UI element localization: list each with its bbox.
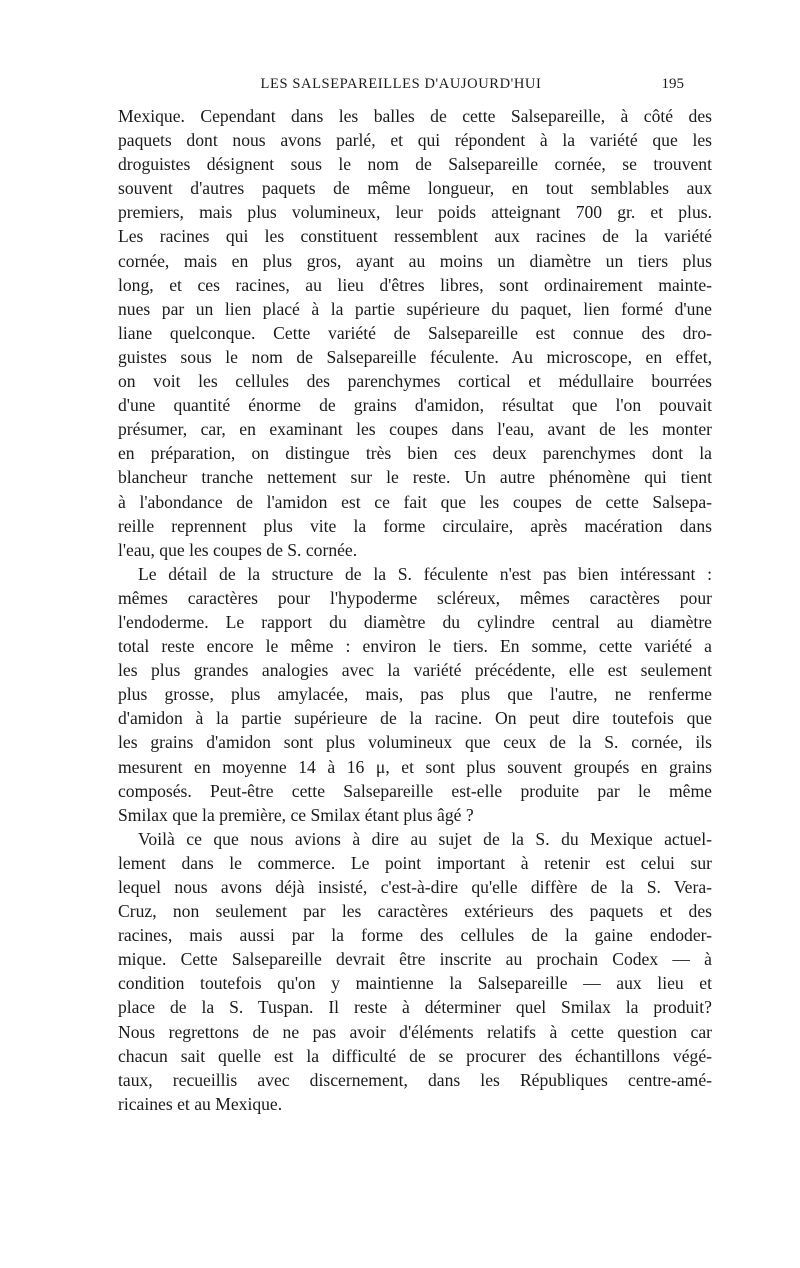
text-line: présumer, car, en examinant les coupes dans l'eau, avant de les monter	[118, 419, 712, 440]
text-line: plus grosse, plus amylacée, mais, pas plus que l'autre, ne renferme	[118, 684, 712, 705]
text-line: long, et ces racines, au lieu d'êtres libres, sont ordinairement mainte-	[118, 274, 712, 295]
text-line: mesurent en moyenne 14 à 16 μ, et sont plus souvent groupés en grains	[118, 756, 712, 777]
text-line: Cruz, non seulement par les caractères extérieurs des paquets et des	[118, 901, 712, 922]
text-line: reille reprennent plus vite la forme circulaire, après macération dans	[118, 515, 712, 536]
text-line: Nous regrettons de ne pas avoir d'éléments relatifs à cette question car	[118, 1021, 712, 1042]
text-line: Le détail de la structure de la S. féculente n'est pas bien intéressant :	[138, 563, 712, 584]
text-line: les grains d'amidon sont plus volumineux que ceux de la S. cornée, ils	[118, 732, 712, 753]
text-line: on voit les cellules des parenchymes cortical et médullaire bourrées	[118, 371, 712, 392]
text-line: Les racines qui les constituent ressemblent aux racines de la variété	[118, 226, 712, 247]
page-number: 195	[661, 76, 684, 92]
text-line: Mexique. Cependant dans les balles de cette Salsepareille, à côté des	[118, 106, 712, 126]
text-line: souvent d'autres paquets de même longueur, en tout semblables aux	[118, 178, 712, 199]
text-line: composés. Peut-être cette Salsepareille est-elle produite par le même	[118, 780, 712, 801]
text-line: total reste encore le même : environ le tiers. En somme, cette variété a	[118, 636, 712, 657]
text-line: Smilax que la première, ce Smilax étant plus âgé ?	[118, 804, 474, 825]
text-line: droguistes désignent sous le nom de Salsepareille cornée, se trouvent	[118, 154, 712, 175]
text-line: mique. Cette Salsepareille devrait être inscrite au prochain Codex — à	[118, 949, 712, 970]
running-title: LES SALSEPAREILLES D'AUJOURD'HUI	[260, 76, 542, 92]
text-line: cornée, mais en plus gros, ayant au moins un diamètre un tiers plus	[118, 250, 712, 271]
text-line: mêmes caractères pour l'hypoderme scléreux, mêmes caractères pour	[118, 587, 712, 608]
text-line: en préparation, on distingue très bien ces deux parenchymes dont la	[118, 443, 712, 464]
text-line: liane quelconque. Cette variété de Salsepareille est connue des dro-	[118, 322, 712, 343]
body-text	[118, 104, 712, 1116]
text-line: d'une quantité énorme de grains d'amidon, résultat que l'on pouvait	[118, 395, 712, 416]
text-line: premiers, mais plus volumineux, leur poids atteignant 700 gr. et plus.	[118, 202, 712, 223]
text-line: paquets dont nous avons parlé, et qui répondent à la variété que les	[118, 130, 712, 151]
text-line: lement dans le commerce. Le point important à retenir est celui sur	[118, 852, 712, 873]
text-line: chacun sait quelle est la difficulté de se procurer des échantillons végé-	[118, 1045, 712, 1066]
text-line: l'eau, que les coupes de S. cornée.	[118, 539, 358, 560]
page-header	[118, 74, 684, 98]
text-line: l'endoderme. Le rapport du diamètre du cylindre central au diamètre	[118, 611, 712, 632]
text-line: d'amidon à la partie supérieure de la racine. On peut dire toutefois que	[118, 708, 712, 729]
text-line: taux, recueillis avec discernement, dans les Républiques centre-amé-	[118, 1069, 712, 1090]
text-line: condition toutefois qu'on y maintienne la Salsepareille — aux lieu et	[118, 973, 712, 994]
text-line: place de la S. Tuspan. Il reste à déterminer quel Smilax la produit?	[118, 997, 712, 1018]
text-line: les plus grandes analogies avec la variété précédente, elle est seulement	[118, 660, 712, 681]
text-line: Voilà ce que nous avions à dire au sujet de la S. du Mexique actuel-	[138, 828, 712, 849]
text-line: à l'abondance de l'amidon est ce fait que les coupes de cette Salsepa-	[118, 491, 712, 512]
text-line: nues par un lien placé à la partie supérieure du paquet, lien formé d'une	[118, 298, 712, 319]
text-line: blancheur tranche nettement sur le reste. Un autre phénomène qui tient	[118, 467, 712, 488]
text-line: lequel nous avons déjà insisté, c'est-à-dire qu'elle diffère de la S. Vera-	[118, 877, 712, 897]
text-line: ricaines et au Mexique.	[118, 1093, 283, 1114]
text-line: racines, mais aussi par la forme des cellules de la gaine endoder-	[118, 925, 712, 946]
text-line: guistes sous le nom de Salsepareille féculente. Au microscope, en effet,	[118, 346, 712, 367]
